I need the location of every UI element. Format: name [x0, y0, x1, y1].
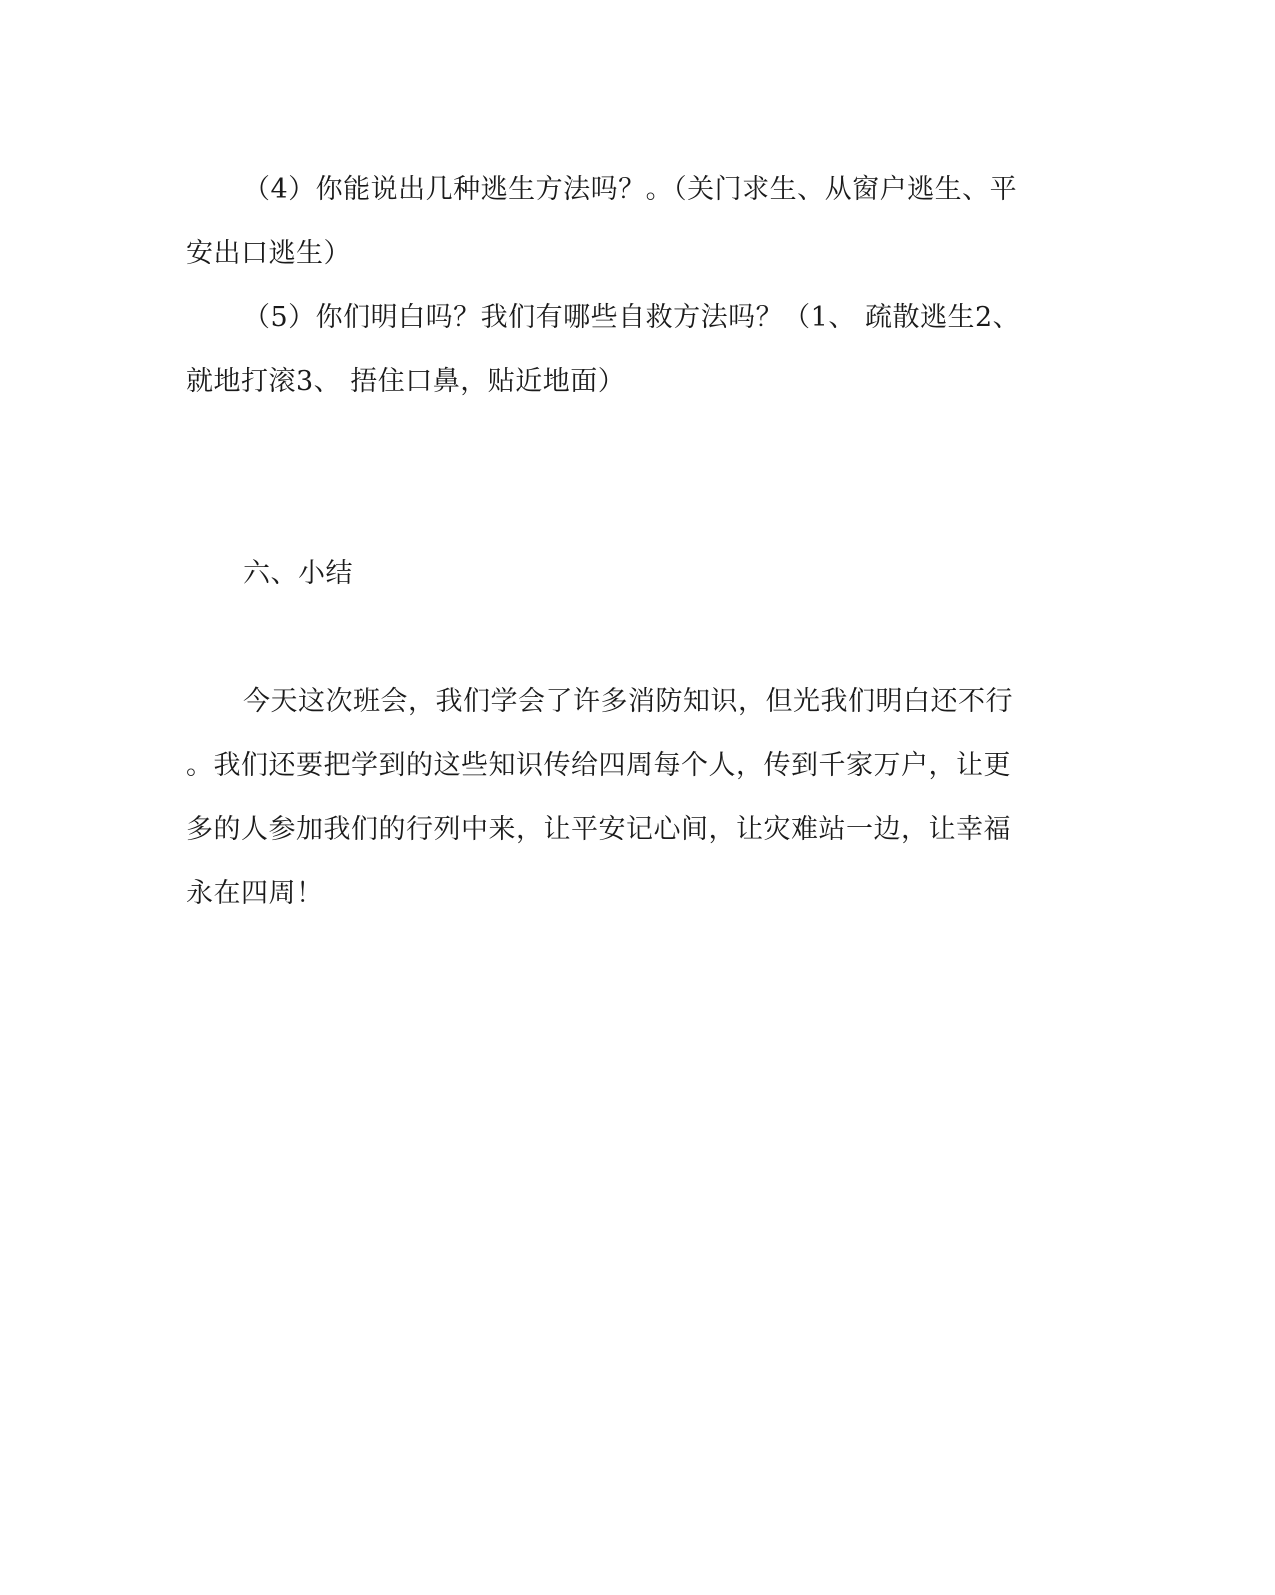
paragraph-line: 安出口逃生）: [186, 238, 351, 269]
paragraph-line: （4）你能说出几种逃生方法吗？。（关门求生、从窗户逃生、平: [243, 174, 1018, 205]
paragraph-line: 今天这次班会，我们学会了许多消防知识，但光我们明白还不行: [243, 686, 1013, 717]
paragraph-line: 永在四周！: [186, 878, 324, 909]
paragraph-line: 就地打滚3、 捂住口鼻，贴近地面）: [186, 366, 626, 397]
paragraph-line: 。我们还要把学到的这些知识传给四周每个人，传到千家万户，让更: [186, 750, 1011, 781]
paragraph-line: （5）你们明白吗？我们有哪些自救方法吗？（1、 疏散逃生2、: [243, 302, 1021, 333]
paragraph-line: 多的人参加我们的行列中来，让平安记心间，让灾难站一边，让幸福: [186, 814, 1011, 845]
section-heading: 六、小结: [243, 558, 353, 589]
